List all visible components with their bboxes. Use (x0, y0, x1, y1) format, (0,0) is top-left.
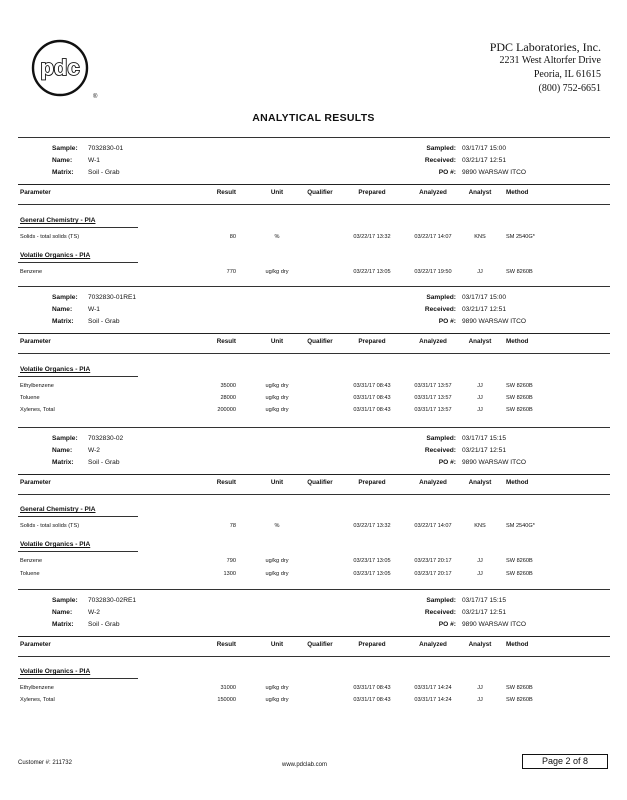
cell-analyst: KNS (474, 234, 486, 240)
cell-analyzed: 03/31/17 13:57 (414, 383, 452, 389)
cell-unit: ug/kg dry (265, 395, 289, 401)
cell-prepared: 03/31/17 08:43 (353, 407, 391, 413)
cell-analyzed: 03/31/17 14:24 (414, 685, 452, 691)
pdc-logo (26, 38, 100, 100)
cell-result: 35000 (220, 383, 236, 389)
column-header-analyzed: Analyzed (419, 338, 447, 345)
column-header-analyst: Analyst (468, 641, 492, 648)
sample-sample-value: 7032830-01 (88, 145, 124, 152)
cell-method: SW 8260B (506, 697, 533, 703)
cell-parameter: Solids - total solids (TS) (20, 234, 80, 240)
sample-name-value: W-1 (88, 157, 100, 164)
column-header-analyzed: Analyzed (419, 641, 447, 648)
cell-result: 200000 (217, 407, 236, 413)
sample-received-label: Received: (424, 609, 456, 616)
sample-sample-value: 7032830-02 (88, 435, 124, 442)
cell-prepared: 03/31/17 08:43 (353, 685, 391, 691)
header-bottom-rule (18, 204, 610, 205)
cell-method: SW 8260B (506, 269, 533, 275)
company-address-line2: Peoria, IL 61615 (533, 69, 601, 80)
cell-analyst: JJ (477, 697, 483, 703)
sample-matrix-value: Soil - Grab (88, 621, 120, 628)
website-link[interactable]: www.pdclab.com (282, 762, 328, 768)
sample-name-value: W-2 (88, 447, 100, 454)
column-header-unit: Unit (270, 189, 284, 196)
sample-sampled-value: 03/17/17 15:15 (462, 597, 506, 604)
column-header-prepared: Prepared (358, 641, 386, 648)
cell-parameter: Toluene (20, 395, 40, 401)
cell-prepared: 03/31/17 08:43 (353, 383, 391, 389)
column-header-unit: Unit (270, 479, 284, 486)
cell-analyst: JJ (477, 685, 483, 691)
column-header-qualifier: Qualifier (307, 338, 333, 345)
column-header-result: Result (216, 479, 236, 486)
cell-analyst: JJ (477, 383, 483, 389)
cell-unit: ug/kg dry (265, 558, 289, 564)
section-underline (18, 376, 138, 377)
cell-method: SW 8260B (506, 558, 533, 564)
page-title: ANALYTICAL RESULTS (252, 112, 375, 124)
column-header-result: Result (216, 189, 236, 196)
header-top-rule (18, 333, 610, 334)
sample-top-rule (18, 589, 610, 590)
cell-result: 28000 (220, 395, 236, 401)
sample-po-label: PO #: (438, 621, 456, 628)
sample-sampled-label: Sampled: (426, 145, 456, 152)
cell-unit: ug/kg dry (265, 571, 289, 577)
sample-sampled-value: 03/17/17 15:00 (462, 145, 506, 152)
cell-result: 770 (226, 269, 236, 275)
cell-parameter: Xylenes, Total (20, 697, 55, 703)
cell-result: 31000 (220, 685, 236, 691)
cell-method: SW 8260B (506, 685, 533, 691)
column-header-qualifier: Qualifier (307, 479, 333, 486)
cell-analyzed: 03/22/17 14:07 (414, 234, 452, 240)
company-name: PDC Laboratories, Inc. (489, 40, 601, 54)
sample-name-label: Name: (52, 447, 73, 454)
cell-analyzed: 03/31/17 13:57 (414, 407, 452, 413)
column-header-analyzed: Analyzed (419, 189, 447, 196)
sample-top-rule (18, 286, 610, 287)
cell-unit: ug/kg dry (265, 407, 289, 413)
header-top-rule (18, 636, 610, 637)
cell-analyzed: 03/31/17 14:24 (414, 697, 452, 703)
sample-received-value: 03/21/17 12:51 (462, 157, 506, 164)
sample-top-rule (18, 427, 610, 428)
sample-matrix-value: Soil - Grab (88, 459, 120, 466)
cell-prepared: 03/22/17 13:05 (353, 269, 391, 275)
section-title: Volatile Organics - PIA (20, 668, 91, 675)
sample-sampled-label: Sampled: (426, 294, 456, 301)
cell-unit: ug/kg dry (265, 685, 289, 691)
sample-top-rule (18, 137, 610, 138)
company-address-block (490, 40, 601, 96)
column-header-prepared: Prepared (358, 479, 386, 486)
sample-received-value: 03/21/17 12:51 (462, 447, 506, 454)
sample-sampled-value: 03/17/17 15:15 (462, 435, 506, 442)
cell-analyst: JJ (477, 571, 483, 577)
column-header-method: Method (506, 189, 529, 196)
cell-parameter: Toluene (20, 571, 40, 577)
section-underline (18, 551, 138, 552)
sample-sampled-label: Sampled: (426, 597, 456, 604)
cell-unit: % (274, 234, 280, 240)
cell-method: SM 2540G* (506, 234, 535, 240)
cell-prepared: 03/22/17 13:32 (353, 234, 391, 240)
cell-result: 80 (229, 234, 236, 240)
column-header-prepared: Prepared (358, 189, 386, 196)
column-header-parameter: Parameter (20, 189, 51, 196)
sample-matrix-label: Matrix: (52, 459, 74, 466)
cell-analyzed: 03/22/17 14:07 (414, 523, 452, 529)
sample-matrix-label: Matrix: (52, 621, 74, 628)
cell-analyst: JJ (477, 395, 483, 401)
cell-prepared: 03/23/17 13:05 (353, 558, 391, 564)
section-underline (18, 227, 138, 228)
column-header-parameter: Parameter (20, 641, 51, 648)
cell-method: SW 8260B (506, 571, 533, 577)
header-bottom-rule (18, 656, 610, 657)
header-bottom-rule (18, 353, 610, 354)
column-header-parameter: Parameter (20, 479, 51, 486)
sample-po-label: PO #: (438, 169, 456, 176)
page-indicator: Page 2 of 8 (522, 754, 608, 769)
cell-parameter: Xylenes, Total (20, 407, 55, 413)
sample-received-label: Received: (424, 157, 456, 164)
sample-sample-value: 7032830-01RE1 (88, 294, 137, 301)
column-header-analyst: Analyst (468, 338, 492, 345)
sample-received-label: Received: (424, 306, 456, 313)
cell-analyst: JJ (477, 407, 483, 413)
cell-result: 1300 (223, 571, 236, 577)
cell-analyst: JJ (477, 558, 483, 564)
sample-received-label: Received: (424, 447, 456, 454)
section-title: Volatile Organics - PIA (20, 366, 91, 373)
cell-unit: ug/kg dry (265, 697, 289, 703)
sample-po-label: PO #: (438, 459, 456, 466)
sample-matrix-label: Matrix: (52, 318, 74, 325)
section-underline (18, 678, 138, 679)
section-title: Volatile Organics - PIA (20, 252, 91, 259)
sample-matrix-value: Soil - Grab (88, 318, 120, 325)
cell-unit: ug/kg dry (265, 269, 289, 275)
sample-name-label: Name: (52, 306, 73, 313)
sample-sampled-label: Sampled: (426, 435, 456, 442)
cell-parameter: Solids - total solids (TS) (20, 523, 80, 529)
cell-result: 78 (229, 523, 236, 529)
column-header-parameter: Parameter (20, 338, 51, 345)
cell-method: SW 8260B (506, 395, 533, 401)
sample-sample-value: 7032830-02RE1 (88, 597, 137, 604)
column-header-qualifier: Qualifier (307, 641, 333, 648)
sample-po-value: 9890 WARSAW ITCO (462, 459, 526, 466)
section-title: Volatile Organics - PIA (20, 541, 91, 548)
sample-sample-label: Sample: (52, 145, 78, 152)
section-title: General Chemistry - PIA (20, 506, 96, 513)
cell-prepared: 03/23/17 13:05 (353, 571, 391, 577)
cell-method: SW 8260B (506, 407, 533, 413)
cell-unit: ug/kg dry (265, 383, 289, 389)
sample-po-label: PO #: (438, 318, 456, 325)
sample-received-value: 03/21/17 12:51 (462, 306, 506, 313)
sample-sampled-value: 03/17/17 15:00 (462, 294, 506, 301)
sample-name-value: W-1 (88, 306, 100, 313)
column-header-analyst: Analyst (468, 189, 492, 196)
company-address-line1: 2231 West Altorfer Drive (499, 55, 601, 66)
sample-po-value: 9890 WARSAW ITCO (462, 169, 526, 176)
logo-text: pdc (40, 55, 80, 80)
section-title: General Chemistry - PIA (20, 217, 96, 224)
company-phone: (800) 752-6651 (538, 83, 601, 94)
registered-mark-icon: ® (93, 94, 98, 100)
sample-name-label: Name: (52, 157, 73, 164)
cell-parameter: Benzene (20, 558, 43, 564)
column-header-unit: Unit (270, 641, 284, 648)
cell-unit: % (274, 523, 280, 529)
column-header-unit: Unit (270, 338, 284, 345)
cell-prepared: 03/31/17 08:43 (353, 697, 391, 703)
column-header-prepared: Prepared (358, 338, 386, 345)
sample-sample-label: Sample: (52, 294, 78, 301)
sample-matrix-value: Soil - Grab (88, 169, 120, 176)
sample-sample-label: Sample: (52, 435, 78, 442)
cell-analyzed: 03/23/17 20:17 (414, 571, 452, 577)
sample-name-label: Name: (52, 609, 73, 616)
sample-name-value: W-2 (88, 609, 100, 616)
column-header-qualifier: Qualifier (307, 189, 333, 196)
cell-method: SW 8260B (506, 383, 533, 389)
column-header-result: Result (216, 641, 236, 648)
column-header-result: Result (216, 338, 236, 345)
sample-sample-label: Sample: (52, 597, 78, 604)
column-header-analyzed: Analyzed (419, 479, 447, 486)
sample-matrix-label: Matrix: (52, 169, 74, 176)
column-header-method: Method (506, 338, 529, 345)
cell-prepared: 03/22/17 13:32 (353, 523, 391, 529)
section-underline (18, 516, 138, 517)
header-bottom-rule (18, 494, 610, 495)
section-underline (18, 262, 138, 263)
cell-parameter: Ethylbenzene (20, 685, 54, 691)
cell-analyzed: 03/22/17 19:50 (414, 269, 452, 275)
sample-received-value: 03/21/17 12:51 (462, 609, 506, 616)
sample-po-value: 9890 WARSAW ITCO (462, 621, 526, 628)
cell-parameter: Benzene (20, 269, 43, 275)
cell-analyzed: 03/31/17 13:57 (414, 395, 452, 401)
cell-parameter: Ethylbenzene (20, 383, 54, 389)
column-header-method: Method (506, 641, 529, 648)
header-top-rule (18, 184, 610, 185)
cell-result: 790 (226, 558, 236, 564)
cell-analyst: KNS (474, 523, 486, 529)
cell-analyzed: 03/23/17 20:17 (414, 558, 452, 564)
cell-analyst: JJ (477, 269, 483, 275)
cell-result: 150000 (217, 697, 236, 703)
column-header-method: Method (506, 479, 529, 486)
cell-prepared: 03/31/17 08:43 (353, 395, 391, 401)
cell-method: SM 2540G* (506, 523, 535, 529)
column-header-analyst: Analyst (468, 479, 492, 486)
header-top-rule (18, 474, 610, 475)
customer-number: Customer #: 211732 (18, 760, 72, 766)
sample-po-value: 9890 WARSAW ITCO (462, 318, 526, 325)
